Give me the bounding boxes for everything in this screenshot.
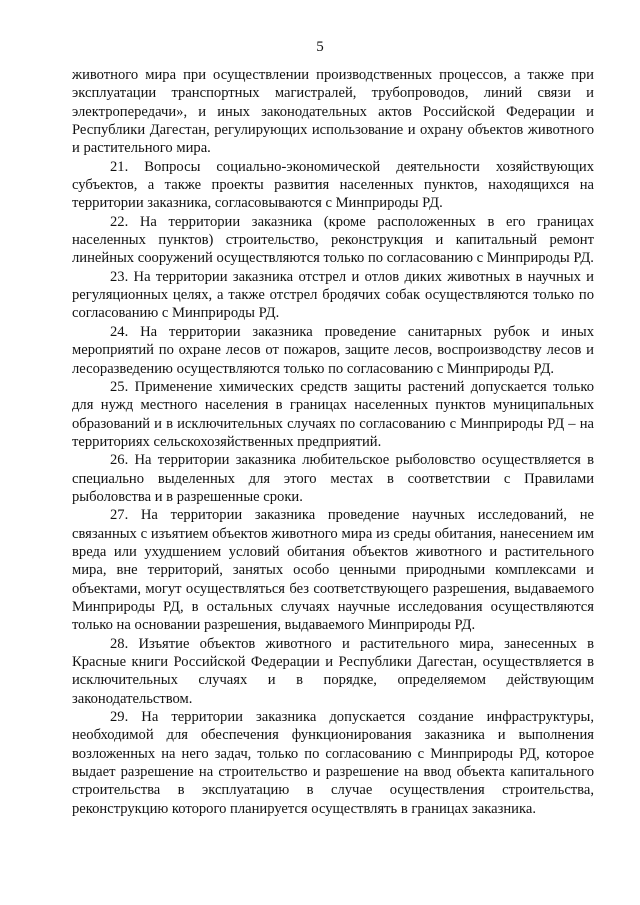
paragraph-24: 24. На территории заказника проведение санитарных рубок и иных мероприятий по охране лесов от пожаров, защите лесов, воспроизводству лесов и лесоразведению осуществляются только по согласованию с Минприроды РД.: [72, 323, 594, 377]
document-body: [72, 66, 594, 818]
paragraph-21: 21. Вопросы социально-экономической деятельности хозяйствующих субъектов, а также проекты развития населенных пунктов, находящихся на территории заказника, согласовываются с Минприроды РД.: [72, 158, 594, 212]
paragraph-27: 27. На территории заказника проведение научных исследований, не связанных с изъятием объектов животного мира из среды обитания, нанесением им вреда или ухудшением условий обитания объектов животного и растительного мира, вне территорий, занятых особо ценными природными комплексами и объектами, могут осуществляться без соответствующего разрешения, выдаваемого Минприроды РД, в остальных случаях научные исследования осуществляются только на основании разрешения, выдаваемого Минприроды РД.: [72, 507, 594, 634]
paragraph-25: 25. Применение химических средств защиты растений допускается только для нужд местного населения в границах населенных пунктов муниципальных образований и в исключительных случаях по согласованию с Минприроды РД – на территориях сельскохозяйственных предприятий.: [72, 378, 594, 450]
paragraph-22: 22. На территории заказника (кроме расположенных в его границах населенных пунктов) строительство, реконструкция и капитальный ремонт линейных сооружений осуществляются только по согласованию с Минприроды РД.: [72, 213, 594, 267]
paragraph-continuation: животного мира при осуществлении производственных процессов, а также при эксплуатации транспортных магистралей, трубопроводов, линий связи и электропередачи», и иных законодательных актов Российской Федерации и Республики Дагестан, регулирующих использование и охрану объектов животного и растительного мира.: [72, 67, 594, 157]
paragraph-29: 29. На территории заказника допускается создание инфраструктуры, необходимой для обеспечения функционирования заказника и выполнения возложенных на него задач, только по согласованию с Минприроды РД, которое выдает разрешение на строительство и разрешение на ввод объекта капитального строительства в эксплуатацию в случае осуществления строительства, реконструкцию которого планируется осуществлять в границах заказника.: [72, 709, 594, 817]
paragraph-28: 28. Изъятие объектов животного и растительного мира, занесенных в Красные книги Российской Федерации и Республики Дагестан, осуществляется в исключительных случаях и в порядке, определяемом действующим законодательством.: [72, 635, 594, 707]
page-number: 5: [316, 39, 324, 55]
paragraph-23: 23. На территории заказника отстрел и отлов диких животных в научных и регуляционных целях, а также отстрел бродячих собак осуществляются только по согласованию с Минприроды РД.: [72, 268, 594, 322]
paragraph-26: 26. На территории заказника любительское рыболовство осуществляется в специально выделенных для этого местах в соответствии с Правилами рыболовства и в разрешенные сроки.: [72, 452, 594, 505]
